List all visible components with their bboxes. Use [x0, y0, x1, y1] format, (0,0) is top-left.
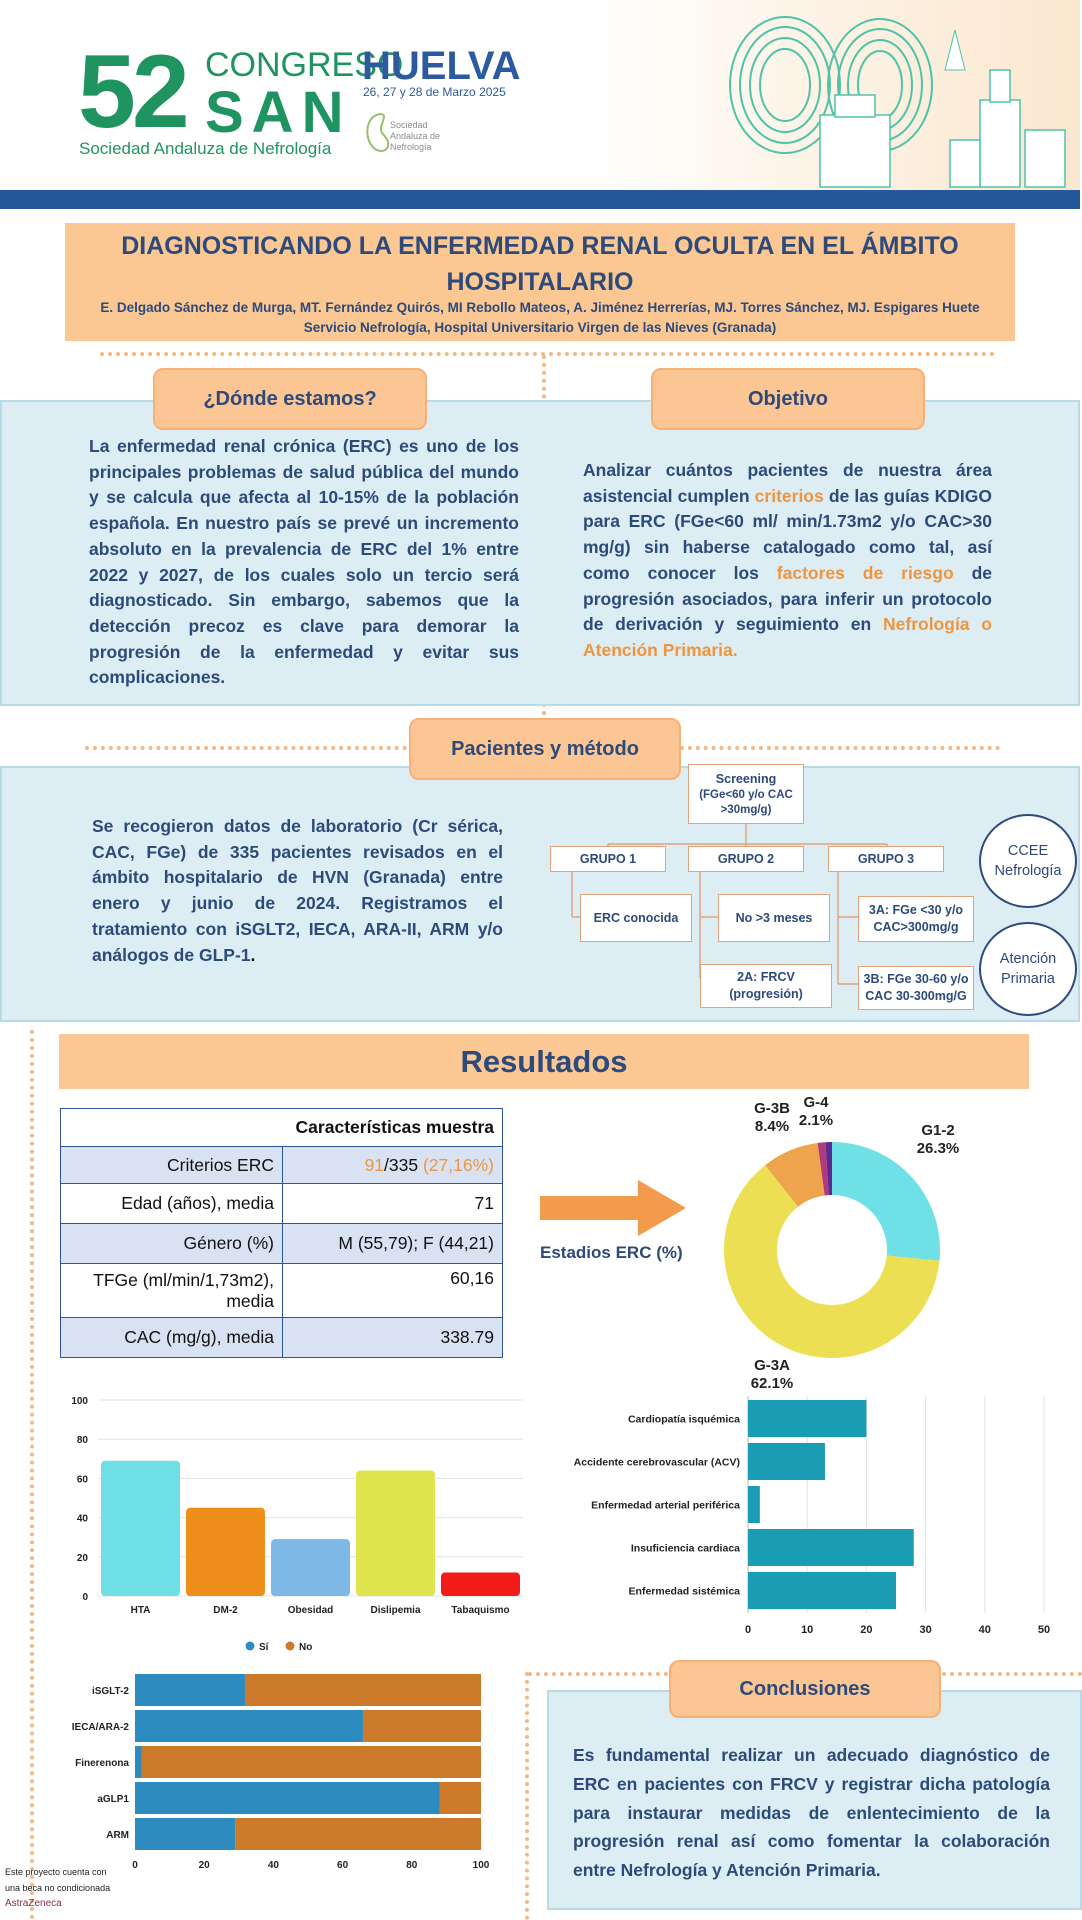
y-tick-label: iSGLT-2: [91, 1686, 129, 1697]
metodo-heading: Pacientes y método: [409, 718, 681, 780]
title-line-2: HOSPITALARIO: [446, 268, 634, 296]
stacked-bar-segment: [135, 1710, 363, 1742]
legend-marker: [286, 1642, 295, 1651]
metodo-text: Se recogieron datos de laboratorio (Cr sérica, CAC, FGe) de 335 pacientes revisados en el ámbito hospitalario de HVN (Granada) entre enero y junio de 2024. Registramos el tratamiento con iSGLT2, IECA, ARA-II, ARM y/o análogos de GLP-1.: [92, 816, 503, 965]
screening-box: Screening (FGe<60 y/o CAC >30mg/g): [688, 764, 804, 824]
y-tick-label: Accidente cerebrovascular (ACV): [573, 1456, 740, 1469]
stacked-bar-segment: [135, 1746, 142, 1778]
stacked-bar-segment: [246, 1674, 481, 1706]
row-label: CAC (mg/g), media: [61, 1318, 283, 1358]
x-tick-label: Dislipemia: [370, 1605, 421, 1616]
arrow-icon: [540, 1178, 686, 1238]
conclusiones-text: Es fundamental realizar un adecuado diagnóstico de ERC en pacientes con FRCV y registrar dicha patología para instaurar medidas de enlentecimiento de la progresión renal así como fomentar la colaboración entre Nefrología y Atención Primaria.: [573, 1745, 1050, 1881]
x-tick-label: 30: [919, 1624, 932, 1636]
comorbidity-chart: [550, 1390, 1060, 1636]
authors: E. Delgado Sánchez de Murga, MT. Fernández Quirós, MI Rebollo Mateos, A. Jiménez Herrerías, MJ. Torres Sánchez, MJ. Espigares Huete: [100, 300, 980, 315]
erc-conocida-box: ERC conocida: [580, 894, 692, 942]
row-value: 91/335 (27,16%): [283, 1147, 503, 1184]
bar: [441, 1572, 520, 1596]
x-tick-label: 100: [472, 1860, 490, 1871]
dotted-separator: [528, 1672, 668, 1676]
congress-dates: 26, 27 y 28 de Marzo 2025: [363, 85, 506, 99]
ccee-circle: CCEE Nefrología: [979, 814, 1077, 908]
row-value: 60,16: [283, 1264, 503, 1318]
arrow-label: Estadios ERC (%): [540, 1243, 683, 1262]
stacked-bar-segment: [142, 1746, 481, 1778]
row-label: Criterios ERC: [61, 1147, 283, 1184]
no-3-meses-box: No >3 meses: [718, 894, 830, 942]
bar: [356, 1471, 435, 1596]
x-tick-label: 0: [132, 1860, 138, 1871]
group-3a-box: 3A: FGe <30 y/o CAC>300mg/g: [858, 896, 974, 942]
bar: [186, 1508, 265, 1596]
x-tick-label: 20: [198, 1860, 210, 1871]
slice-label: G1-2: [921, 1122, 955, 1139]
slice-label: G-3B: [754, 1100, 790, 1117]
row-label: Género (%): [61, 1224, 283, 1264]
slice-label: 8.4%: [754, 1118, 790, 1135]
row-value: 71: [283, 1184, 503, 1224]
y-tick-label: aGLP1: [97, 1794, 129, 1805]
header-divider: [0, 190, 1080, 209]
y-tick-label: Enfermedad sistémica: [628, 1585, 740, 1598]
resultados-heading: Resultados: [59, 1034, 1029, 1089]
slice-label: G-3A: [754, 1357, 790, 1374]
slice-label: 26.3%: [916, 1140, 960, 1157]
bar: [748, 1400, 866, 1437]
donde-text: La enfermedad renal crónica (ERC) es uno de los principales problemas de salud pública del mundo y se calcula que afecta al 10-15% de la población española. En nuestro país se prevé un incremento absoluto en la prevalencia de ERC del 1% entre 2022 y 2027, de los cuales solo un tercio será diagnosticado. Sin embargo, sabemos que la detección precoz es clave para demorar la progresión de la enfermedad y evitar sus complicaciones.: [89, 436, 519, 688]
legend-marker: [246, 1642, 255, 1651]
x-tick-label: 0: [744, 1624, 752, 1636]
y-tick-label: Enfermedad arterial periférica: [591, 1499, 740, 1512]
bar: [748, 1486, 760, 1523]
city-name: HUELVA: [362, 44, 521, 88]
dotted-separator: [85, 746, 415, 750]
donut-slice: [832, 1142, 940, 1261]
legend-label: Sí: [259, 1642, 269, 1653]
x-tick-label: HTA: [130, 1605, 151, 1616]
x-tick-label: Tabaquismo: [451, 1605, 510, 1616]
donut-chart: [700, 1085, 980, 1392]
y-tick-label: 80: [76, 1435, 88, 1447]
dotted-separator: [100, 352, 995, 356]
dotted-separator: [525, 1672, 529, 1920]
comorbidity-svg: [550, 1390, 1060, 1636]
legend-label: No: [299, 1642, 313, 1653]
dotted-separator: [30, 1030, 34, 1920]
x-tick-label: 20: [860, 1624, 873, 1636]
y-tick-label: 60: [76, 1474, 88, 1486]
slice-label: G-4: [803, 1094, 829, 1111]
group-1-box: GRUPO 1: [550, 846, 666, 872]
society-name: Sociedad Andaluza de Nefrología: [79, 139, 332, 158]
poster-title: [65, 228, 1015, 300]
objetivo-heading: Objetivo: [651, 368, 925, 430]
treatment-chart: [60, 1630, 500, 1871]
y-tick-label: 0: [82, 1592, 88, 1603]
small-logo-text: Sociedad Andaluza de Nefrología: [390, 120, 441, 152]
stacked-bar-segment: [363, 1710, 481, 1742]
stacked-bar-segment: [135, 1782, 439, 1814]
title-line-1: DIAGNOSTICANDO LA ENFERMEDAD RENAL OCULTA EN EL ÁMBITO: [121, 232, 959, 260]
sponsor-logo: AstraZeneca: [5, 1898, 62, 1909]
group-2a-box: 2A: FRCV (progresión): [700, 964, 832, 1008]
bar: [748, 1572, 896, 1609]
bar: [101, 1461, 180, 1596]
conclusiones-heading: Conclusiones: [669, 1660, 941, 1718]
treatment-svg: [60, 1630, 500, 1871]
x-tick-label: 60: [337, 1860, 349, 1871]
y-tick-label: ARM: [106, 1830, 129, 1841]
dotted-separator: [680, 746, 1000, 750]
x-tick-label: 10: [801, 1624, 814, 1636]
bar: [271, 1539, 350, 1596]
risk-factor-chart: [60, 1390, 530, 1620]
donut-svg: [700, 1085, 980, 1392]
atencion-primaria-circle: Atención Primaria: [979, 922, 1077, 1016]
authors-block: [65, 298, 1015, 338]
y-tick-label: Cardiopatía isquémica: [627, 1413, 740, 1426]
x-tick-label: Obesidad: [287, 1605, 334, 1616]
y-tick-label: IECA/ARA-2: [71, 1722, 129, 1733]
x-tick-label: 40: [978, 1624, 991, 1636]
y-tick-label: 20: [76, 1552, 88, 1564]
table-title: Características muestra: [61, 1109, 503, 1147]
row-label: TFGe (ml/min/1,73m2), media: [61, 1264, 283, 1318]
illustration-icon: [715, 10, 1075, 190]
slice-label: 2.1%: [798, 1112, 834, 1129]
group-2-box: GRUPO 2: [688, 846, 804, 872]
x-tick-label: DM-2: [213, 1605, 238, 1616]
donde-heading: ¿Dónde estamos?: [153, 368, 427, 430]
dotted-separator: [942, 1672, 1082, 1676]
city-illustration: [715, 10, 1075, 190]
stacked-bar-segment: [439, 1782, 481, 1814]
group-3b-box: 3B: FGe 30-60 y/o CAC 30-300mg/G: [858, 966, 974, 1010]
objetivo-text: Analizar cuántos pacientes de nuestra área asistencial cumplen criterios de las guías KDIGO para ERC (FGe<60 ml/ min/1.73m2 y/o CAC>30 mg/g) sin haberse catalogado como tal, así como conocer los factores de riesgo de progresión asociados, para inferir un protocolo de derivación y seguimiento en Nefrología o Atención Primaria.: [583, 460, 992, 660]
stacked-bar-segment: [235, 1818, 481, 1850]
x-tick-label: 50: [1037, 1624, 1051, 1636]
slice-label: 62.1%: [750, 1375, 794, 1392]
y-tick-label: 40: [76, 1513, 88, 1525]
x-tick-label: 80: [406, 1860, 418, 1871]
y-tick-label: 100: [71, 1396, 88, 1407]
x-tick-label: 40: [267, 1860, 279, 1871]
row-value: M (55,79); F (44,21): [283, 1224, 503, 1264]
risk-factor-svg: [60, 1390, 530, 1620]
stacked-bar-segment: [135, 1674, 246, 1706]
y-tick-label: Finerenona: [75, 1758, 129, 1769]
bar: [748, 1529, 914, 1566]
congress-label: CONGRESO: [205, 46, 404, 84]
congress-number: 52: [78, 34, 186, 150]
stacked-bar-segment: [135, 1818, 235, 1850]
group-3-box: GRUPO 3: [828, 846, 944, 872]
san-label: SAN: [205, 80, 352, 145]
affiliation: Servicio Nefrología, Hospital Universitario Virgen de las Nieves (Granada): [303, 320, 777, 335]
bar: [748, 1443, 825, 1480]
y-tick-label: Insuficiencia cardiaca: [630, 1542, 740, 1555]
row-value: 338.79: [283, 1318, 503, 1358]
sponsor-note: Este proyecto cuenta con una beca no condicionada AstraZeneca: [5, 1864, 110, 1912]
row-label: Edad (años), media: [61, 1184, 283, 1224]
characteristics-table: [60, 1108, 503, 1358]
